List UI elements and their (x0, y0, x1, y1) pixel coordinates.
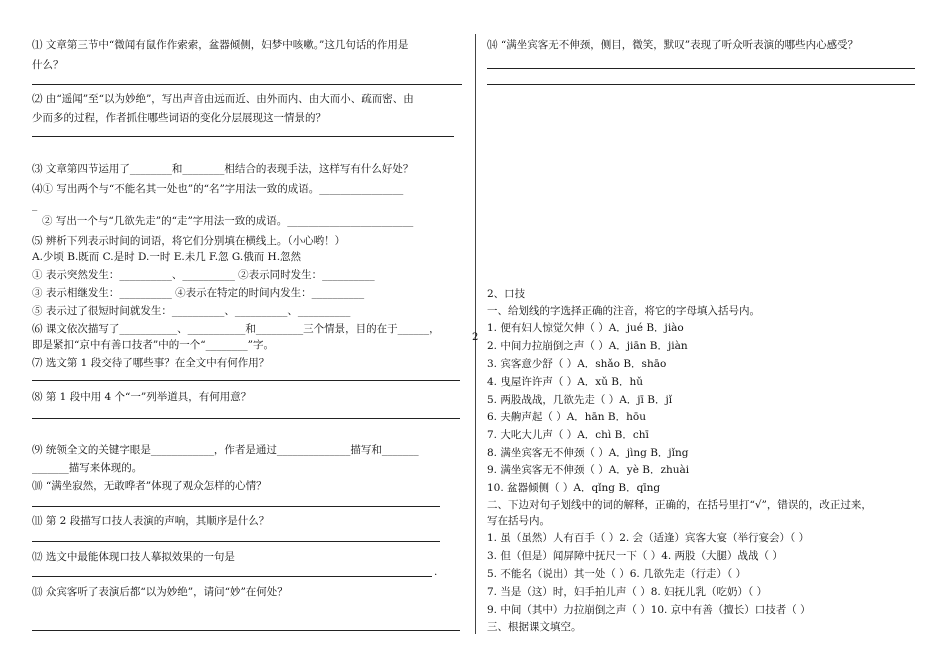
question-1-line-2: 什么？ (32, 59, 64, 71)
question-11: ⑾ 第 2 段描写口技人表演的声响，其顺序是什么？ (32, 515, 270, 527)
part-3-title: 三、根据课文填空。 (487, 621, 582, 633)
part-1-item: 3. 宾客意少舒（ ）A．shǎo B．shāo (487, 358, 667, 370)
question-9-line-1: ⑼ 统领全文的关键字眼是____________，作者是通过______________描写和_______ (32, 444, 419, 456)
part-1-item: 8. 满坐宾客无不伸颈（ ）A．jìng B．jǐng (487, 447, 689, 459)
question-5-line-1: ① 表示突然发生：__________、__________ ②表示同时发生：__________ (32, 269, 375, 281)
question-9-line-2: _______描写来体现的。 (32, 462, 143, 474)
question-10: ⑽ “满坐寂然，无敢哗者”体现了观众怎样的心情？ (32, 480, 267, 492)
answer-line (32, 84, 462, 85)
question-12-end: . (434, 566, 438, 578)
part-2-title-line-2: 写在括号内。 (487, 515, 550, 527)
question-5-heading: ⑸ 辨析下列表示时间的词语，将它们分别填在横线上。（小心哟！） (32, 235, 346, 247)
answer-line (32, 576, 432, 577)
part-1-item: 1. 便有妇人惊觉欠伸（ ）A．jué B．jiào (487, 322, 684, 334)
part-1-item: 6. 夫齁声起（ ）A．hān B．hōu (487, 411, 646, 423)
part-2-item: 9. 中间（其中）力拉崩倒之声（ ）10. 京中有善（擅长）口技者（ ） (487, 604, 811, 616)
question-5-line-3: ⑤ 表示过了很短时间就发生：__________、__________、__________ (32, 305, 351, 317)
answer-line (487, 84, 915, 85)
part-1-title: 一、给划线的字选择正确的注音，将它的字母填入括号内。 (487, 305, 760, 317)
part-2-title-line-1: 二、下边对句子划线中的词的解释，正确的，在括号里打“√”，错误的，改正过来， (487, 499, 872, 511)
question-4-part-1-tail: _ (32, 199, 38, 211)
question-1-line-1: ⑴ 文章第三节中“微闻有鼠作作索索，盆器倾侧，妇梦中咳嗽。”这几句话的作用是 (32, 39, 409, 51)
part-2-item: 5. 不能名（说出）其一处（ ）6. 几欲先走（行走）（ ） (487, 568, 747, 580)
part-1-item: 2. 中间力拉崩倒之声（ ）A．jiān B．jiàn (487, 340, 688, 352)
question-2-line-1: ⑵ 由“遥闻”至“以为妙绝”，写出声音由远而近、由外而内、由大而小、疏而密、由 (32, 93, 414, 105)
question-4-part-1: ⑷① 写出两个与“不能名其一处也”的“名”字用法一致的成语。________________ (32, 183, 404, 195)
question-4-part-2: ② 写出一个与“几欲先走”的“走”字用法一致的成语。________________________ (42, 215, 414, 227)
answer-line (32, 541, 440, 542)
question-12: ⑿ 选文中最能体现口技人摹拟效果的一句是 (32, 551, 235, 563)
answer-line (32, 506, 440, 507)
question-5-line-2: ③ 表示相继发生：__________ ④表示在特定的时间内发生：__________ (32, 287, 365, 299)
question-14: ⒁ “满坐宾客无不伸颈，侧目，微笑，默叹”表现了听众听表演的哪些内心感受？ (487, 39, 859, 51)
part-1-item: 9. 满坐宾客无不伸颈（ ）A．yè B．zhuài (487, 464, 690, 476)
answer-line (32, 380, 460, 381)
part-2-item: 1. 虽（虽然）人有百手（ ）2. 会（适逢）宾客大宴（举行宴会）（ ） (487, 532, 810, 544)
page-number: 2 (472, 332, 479, 343)
part-1-item: 5. 两股战战，几欲先走（ ）A．jī B．jǐ (487, 394, 673, 406)
question-2-line-2: 少而多的过程，作者抓住哪些词语的变化分层展现这一情景的？ (32, 112, 326, 124)
part-2-item: 3. 但（但是）闻屏障中抚尺一下（ ）4. 两股（大腿）战战（ ） (487, 550, 783, 562)
question-8: ⑻ 第 1 段中用 4 个“一”列举道具，有何用意？ (32, 391, 252, 403)
answer-line (487, 68, 915, 69)
part-1-item: 7. 大叱大儿声（ ）A．chì B．chī (487, 429, 649, 441)
part-1-item: 10. 盆器倾侧（ ）A．qǐng B．qīng (487, 482, 661, 494)
question-7: ⑺ 选文第 1 段交待了哪些事？在全文中有何作用？ (32, 357, 270, 369)
answer-line (32, 630, 460, 631)
question-13: ⒀ 众宾客听了表演后都“以为妙绝”，请问“妙”在何处？ (32, 586, 288, 598)
answer-line (32, 136, 454, 137)
question-6-line-1: ⑹ 课文依次描写了___________、___________和_________三个情景，目的在于______， (32, 323, 440, 335)
section-2-title: 2、口技 (487, 288, 526, 300)
part-2-item: 7. 当是（这）时，妇手拍儿声（ ）8. 妇抚儿乳（吃奶）（ ） (487, 586, 768, 598)
question-5-options: A.少顷 B.既而 C.是时 D.一时 E.未几 F.忽 G.俄而 H.忽然 (32, 251, 302, 263)
question-6-line-2: 即是紧扣“京中有善口技者”中的一个“________”字。 (32, 339, 274, 351)
answer-line (32, 418, 460, 419)
question-3: ⑶ 文章第四节运用了________和________相结合的表现手法，这样写有什么好处？ (32, 163, 414, 175)
part-1-item: 4. 曳屋许许声（ ）A．xǔ B．hǔ (487, 376, 644, 388)
